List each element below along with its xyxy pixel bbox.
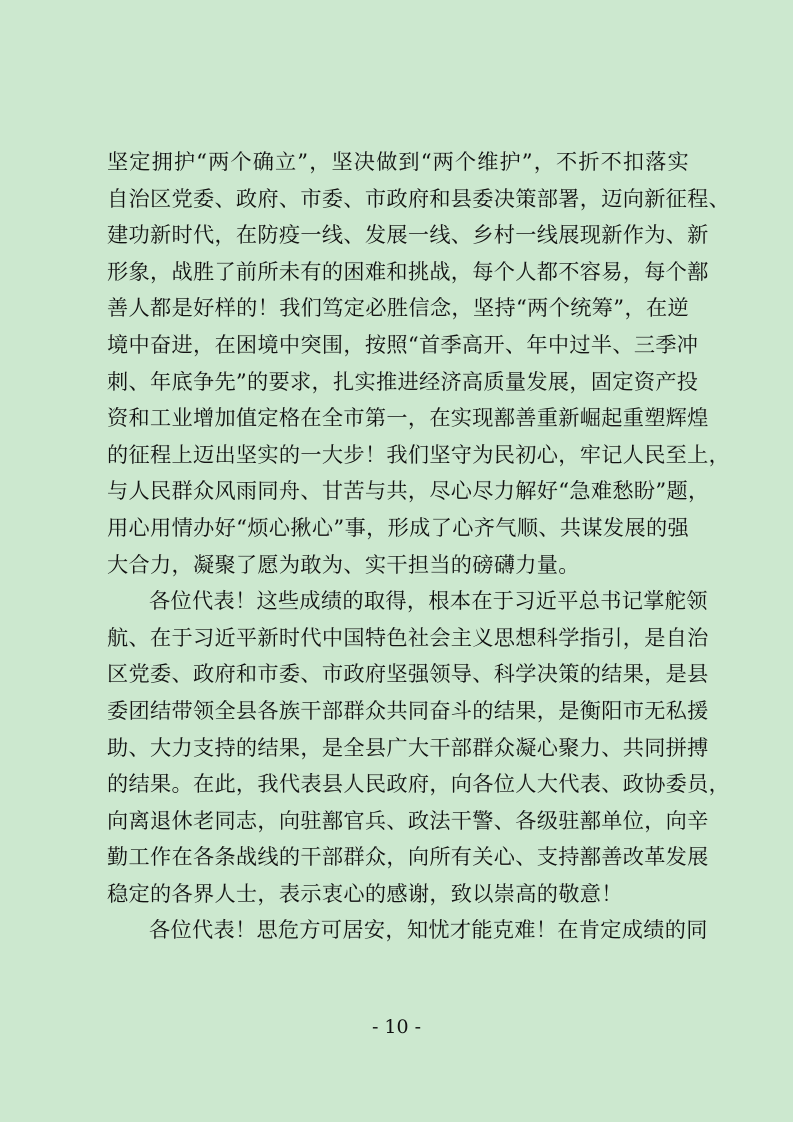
paragraph-1-line-3: 建功新时代，在防疫一线、发展一线、乡村一线展现新作为、新 — [107, 222, 709, 248]
paragraph-1-line-7: 刺、年底争先”的要求，扎实推进经济高质量发展，固定资产投 — [107, 368, 699, 394]
paragraph-2-line-7: 向离退休老同志，向驻鄯官兵、政法干警、各级驻鄯单位，向辛 — [107, 807, 709, 833]
paragraph-1-line-12: 大合力，凝聚了愿为敢为、实干担当的磅礴力量。 — [107, 551, 580, 577]
paragraph-1-line-11: 用心用情办好“烦心揪心”事，形成了心齐气顺、共谋发展的强 — [107, 514, 689, 540]
paragraph-2-line-6: 的结果。在此，我代表县人民政府，向各位人大代表、政协委员， — [107, 771, 731, 797]
paragraph-1-line-6: 境中奋进，在困境中突围，按照“首季高开、年中过半、三季冲 — [107, 331, 699, 357]
body-text — [107, 144, 731, 949]
paragraph-1-line-10: 与人民群众风雨同舟、甘苦与共，尽心尽力解好“急难愁盼”题， — [107, 478, 710, 504]
paragraph-1-line-5: 善人都是好样的！我们笃定必胜信念，坚持“两个统筹”，在逆 — [107, 295, 689, 321]
paragraph-2-line-2: 航、在于习近平新时代中国特色社会主义思想科学指引，是自治 — [107, 624, 709, 650]
paragraph-2-line-3: 区党委、政府和市委、市政府坚强领导、科学决策的结果，是县 — [107, 661, 709, 687]
paragraph-2-line-8: 勤工作在各条战线的干部群众，向所有关心、支持鄯善改革发展 — [107, 844, 709, 870]
paragraph-2-line-4: 委团结带领全县各族干部群众共同奋斗的结果，是衡阳市无私援 — [107, 697, 709, 723]
paragraph-1-line-4: 形象，战胜了前所未有的困难和挑战，每个人都不容易，每个鄯 — [107, 258, 709, 284]
page-number: - 10 - — [371, 1016, 422, 1038]
paragraph-3-line-1: 各位代表！思危方可居安，知忧才能克难！在肯定成绩的同 — [149, 917, 708, 943]
paragraph-1-line-2: 自治区党委、政府、市委、市政府和县委决策部署，迈向新征程、 — [107, 185, 731, 211]
paragraph-2-line-1: 各位代表！这些成绩的取得，根本在于习近平总书记掌舵领 — [149, 588, 708, 614]
paragraph-1-line-1: 坚定拥护“两个确立”，坚决做到“两个维护”，不折不扣落实 — [107, 149, 689, 174]
paragraph-2-line-5: 助、大力支持的结果，是全县广大干部群众凝心聚力、共同拼搏 — [107, 734, 709, 760]
paragraph-2-line-9: 稳定的各界人士，表示衷心的感谢，致以崇高的敬意！ — [107, 880, 623, 906]
paragraph-1-line-9: 的征程上迈出坚实的一大步！我们坚守为民初心，牢记人民至上， — [107, 441, 731, 467]
paragraph-1-line-8: 资和工业增加值定格在全市第一，在实现鄯善重新崛起重塑辉煌 — [107, 405, 709, 431]
